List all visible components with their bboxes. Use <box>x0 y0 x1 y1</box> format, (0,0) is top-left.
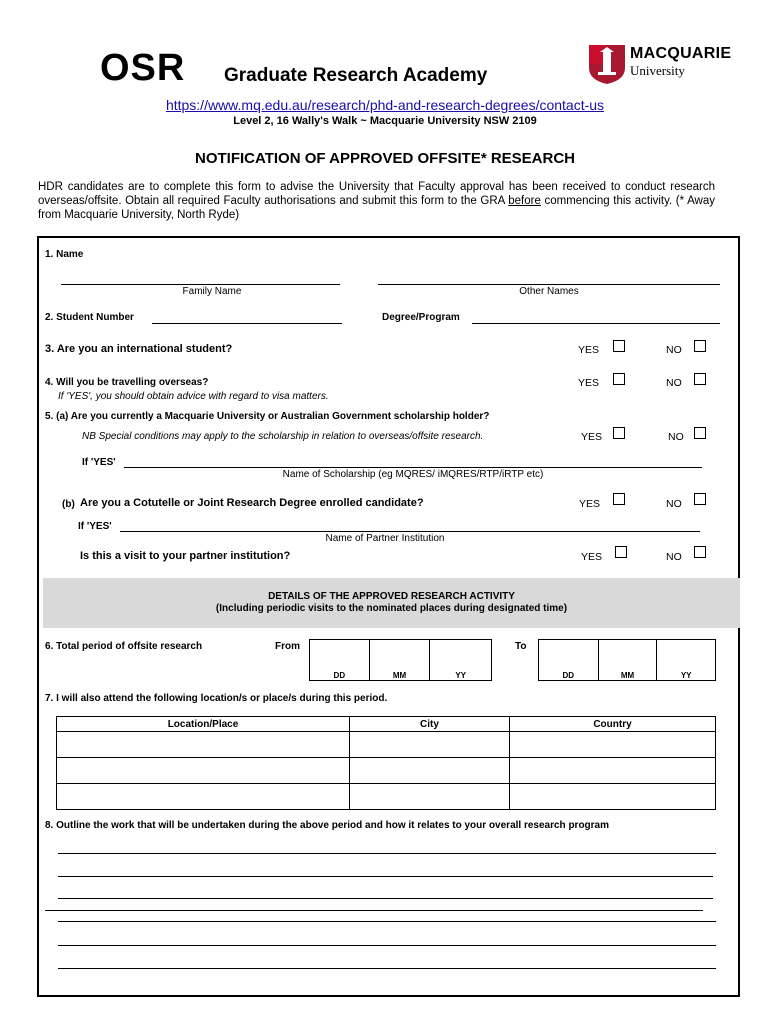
intro-text-2: commencing this activity. (* Away from Macquarie University, North Ryde) <box>38 195 715 221</box>
student-number-label: 2. Student Number <box>45 312 134 323</box>
q5b-no-checkbox[interactable] <box>694 493 706 505</box>
q5b-no-label: NO <box>666 498 682 510</box>
osr-heading: OSR <box>100 47 186 89</box>
form-title: NOTIFICATION OF APPROVED OFFSITE* RESEARCH <box>194 150 576 167</box>
q8-answer-line[interactable] <box>58 921 716 922</box>
to-mm-label: MM <box>620 671 635 680</box>
from-dd-cell[interactable] <box>310 640 370 681</box>
q5b-if-yes: If 'YES' <box>78 521 112 532</box>
col-city: City <box>350 717 510 732</box>
macquarie-shield-icon <box>588 44 626 84</box>
scholarship-name-field[interactable] <box>124 467 702 468</box>
country-cell[interactable] <box>510 732 716 758</box>
from-yy-cell[interactable] <box>430 640 492 681</box>
q3-no-checkbox[interactable] <box>694 340 706 352</box>
q8-answer-line[interactable] <box>58 898 713 899</box>
location-cell[interactable] <box>57 784 350 810</box>
q8-answer-line[interactable] <box>58 945 716 946</box>
partner-institution-field[interactable] <box>120 531 700 532</box>
other-names-caption: Other Names <box>519 286 579 297</box>
details-heading: DETAILS OF THE APPROVED RESEARCH ACTIVITY <box>268 591 515 602</box>
family-name-caption: Family Name <box>182 286 242 297</box>
intro-paragraph <box>38 180 715 222</box>
q3-no-label: NO <box>666 344 682 356</box>
to-label: To <box>515 641 527 652</box>
from-date-table <box>309 639 492 681</box>
q5b-label: Are you a Cotutelle or Joint Research Degree enrolled candidate? <box>80 497 424 509</box>
intro-before: before <box>508 195 541 207</box>
location-cell[interactable] <box>57 758 350 784</box>
table-row <box>57 758 716 784</box>
q5a-yes-checkbox[interactable] <box>613 427 625 439</box>
q8-answer-line[interactable] <box>45 910 703 911</box>
q4-yes-checkbox[interactable] <box>613 373 625 385</box>
q5a-no-checkbox[interactable] <box>694 427 706 439</box>
from-label: From <box>275 641 300 652</box>
col-location: Location/Place <box>57 717 350 732</box>
details-subheading: (Including periodic visits to the nominated places during designated time) <box>215 603 568 614</box>
col-country: Country <box>510 717 716 732</box>
city-cell[interactable] <box>350 732 510 758</box>
from-yy-label: YY <box>455 671 467 680</box>
locations-table <box>56 716 716 810</box>
visit-no-checkbox[interactable] <box>694 546 706 558</box>
q5a-if-yes: If 'YES' <box>82 457 116 468</box>
q4-no-checkbox[interactable] <box>694 373 706 385</box>
macquarie-logo <box>588 44 732 84</box>
q8-label: 8. Outline the work that will be undertaken during the above period and how it relates to your overall research program <box>45 820 610 831</box>
visit-label: Is this a visit to your partner institution? <box>80 550 291 562</box>
q5a-no-label: NO <box>668 431 684 443</box>
q7-label: 7. I will also attend the following location/s or place/s during this period. <box>45 693 388 704</box>
address-line: Level 2, 16 Wally's Walk ~ Macquarie University NSW 2109 <box>233 115 537 127</box>
to-yy-cell[interactable] <box>657 640 716 681</box>
degree-field[interactable] <box>472 323 720 324</box>
partner-institution-caption: Name of Partner Institution <box>325 533 445 544</box>
q3-label: 3. Are you an international student? <box>45 343 233 355</box>
q8-answer-line[interactable] <box>58 876 713 877</box>
contact-link[interactable]: https://www.mq.edu.au/research/phd-and-research-degrees/contact-us <box>165 97 605 113</box>
q3-yes-label: YES <box>578 344 600 356</box>
q3-yes-checkbox[interactable] <box>613 340 625 352</box>
city-cell[interactable] <box>350 758 510 784</box>
country-cell[interactable] <box>510 758 716 784</box>
logo-wordmark: MACQUARIE <box>630 45 732 62</box>
table-row <box>57 784 716 810</box>
q4-note: If 'YES', you should obtain advice with regard to visa matters. <box>58 391 329 402</box>
to-date-table <box>538 639 716 681</box>
q5b-yes-checkbox[interactable] <box>613 493 625 505</box>
degree-label: Degree/Program <box>382 312 460 323</box>
q5a-label: 5. (a) Are you currently a Macquarie University or Australian Government scholarship holder? <box>45 411 490 422</box>
from-dd-label: DD <box>333 671 346 680</box>
scholarship-caption: Name of Scholarship (eg MQRES/ iMQRES/RTP/iRTP etc) <box>282 469 544 480</box>
to-dd-label: DD <box>562 671 575 680</box>
q4-yes-label: YES <box>578 377 600 389</box>
to-mm-cell[interactable] <box>598 640 657 681</box>
q8-answer-line[interactable] <box>58 968 716 969</box>
to-dd-cell[interactable] <box>539 640 599 681</box>
q5a-note: NB Special conditions may apply to the scholarship in relation to overseas/offsite research. <box>82 431 484 442</box>
from-mm-label: MM <box>392 671 407 680</box>
q1-label: 1. Name <box>45 249 84 260</box>
logo-subtitle: University <box>630 63 685 78</box>
to-yy-label: YY <box>680 671 692 680</box>
visit-yes-checkbox[interactable] <box>615 546 627 558</box>
location-cell[interactable] <box>57 732 350 758</box>
family-name-field[interactable] <box>61 284 340 285</box>
city-cell[interactable] <box>350 784 510 810</box>
q6-label: 6. Total period of offsite research <box>45 641 203 652</box>
q5b-yes-label: YES <box>579 498 601 510</box>
q5b-prefix: (b) <box>62 499 75 510</box>
q4-no-label: NO <box>666 377 682 389</box>
visit-yes-label: YES <box>581 551 603 563</box>
student-number-field[interactable] <box>152 323 342 324</box>
other-names-field[interactable] <box>378 284 720 285</box>
from-mm-cell[interactable] <box>369 640 430 681</box>
q5a-yes-label: YES <box>581 431 603 443</box>
academy-heading: Graduate Research Academy <box>224 65 488 86</box>
visit-no-label: NO <box>666 551 682 563</box>
table-row <box>57 732 716 758</box>
q4-label: 4. Will you be travelling overseas? <box>45 377 209 388</box>
country-cell[interactable] <box>510 784 716 810</box>
intro-text-1: HDR candidates are to complete this form to advise the University that Faculty approval has been received to conduct research overseas/offsite. Obtain all required Faculty authorisations and submit this form to the GRA <box>38 181 715 207</box>
q8-answer-line[interactable] <box>58 853 716 854</box>
